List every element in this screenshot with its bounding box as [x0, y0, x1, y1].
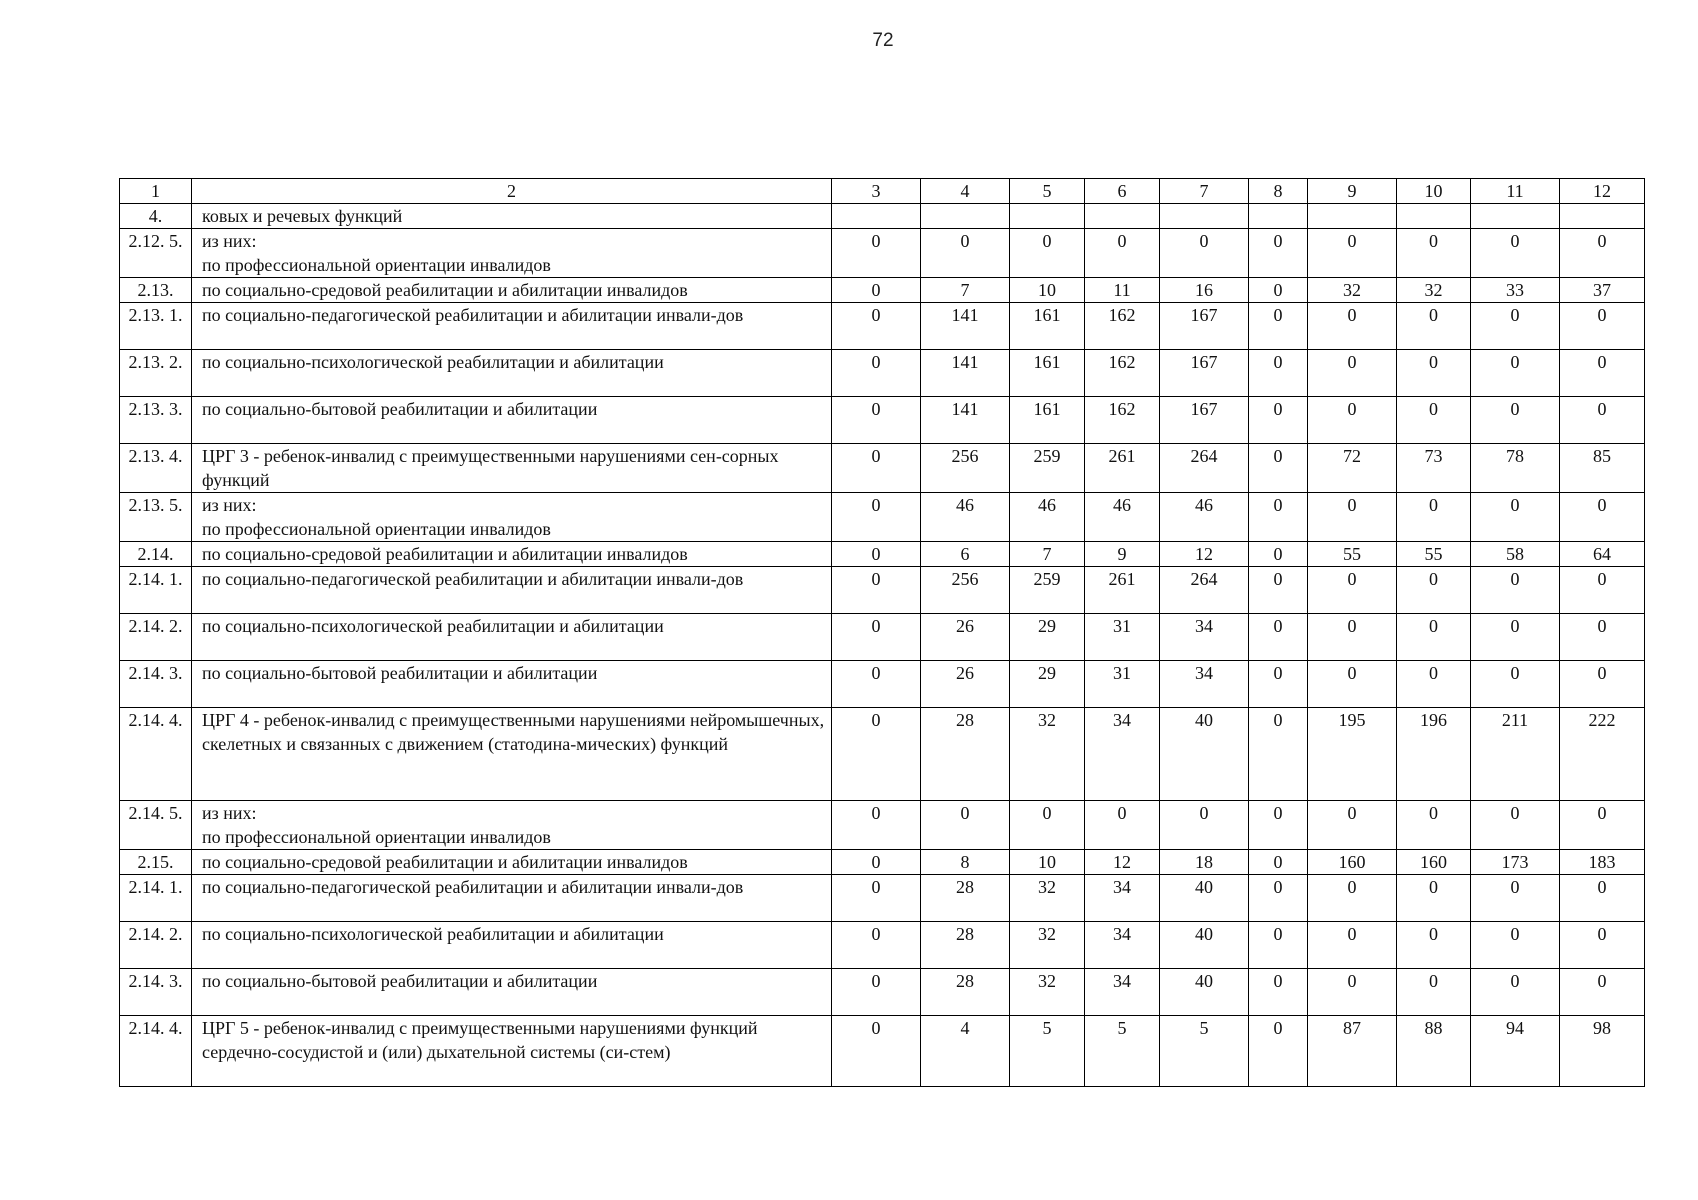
- value-cell: 0: [1560, 350, 1645, 397]
- value-cell: 0: [1249, 875, 1308, 922]
- value-cell: 0: [1249, 1016, 1308, 1087]
- value-cell: 256: [921, 444, 1010, 493]
- value-cell: 32: [1010, 875, 1085, 922]
- table-row: [120, 493, 1645, 542]
- value-cell: 87: [1308, 1016, 1397, 1087]
- value-cell: 0: [1249, 969, 1308, 1016]
- header-row: [120, 179, 1645, 204]
- table-row: [120, 444, 1645, 493]
- table-row: [120, 614, 1645, 661]
- value-cell: 160: [1397, 850, 1471, 875]
- header-cell: 5: [1010, 179, 1085, 204]
- value-cell: 26: [921, 661, 1010, 708]
- value-cell: 46: [1085, 493, 1160, 542]
- row-code: 2.13. 4.: [120, 444, 192, 493]
- value-cell: 0: [1397, 801, 1471, 850]
- value-cell: 0: [1249, 542, 1308, 567]
- row-code: 4.: [120, 204, 192, 229]
- row-description: по социально-педагогической реабилитации и абилитации инвали-дов: [192, 303, 832, 350]
- row-description: по социально-средовой реабилитации и абилитации инвалидов: [192, 278, 832, 303]
- value-cell: 0: [1249, 397, 1308, 444]
- value-cell: 32: [1010, 708, 1085, 801]
- value-cell: 0: [1085, 229, 1160, 278]
- value-cell: 26: [921, 614, 1010, 661]
- value-cell: 88: [1397, 1016, 1471, 1087]
- value-cell: 141: [921, 303, 1010, 350]
- value-cell: 94: [1471, 1016, 1560, 1087]
- value-cell: 0: [1471, 567, 1560, 614]
- value-cell: 0: [1397, 614, 1471, 661]
- row-description: ковых и речевых функций: [192, 204, 832, 229]
- value-cell: 28: [921, 875, 1010, 922]
- value-cell: 37: [1560, 278, 1645, 303]
- value-cell: 0: [832, 708, 921, 801]
- value-cell: 0: [1560, 229, 1645, 278]
- value-cell: [1560, 204, 1645, 229]
- value-cell: 0: [1160, 229, 1249, 278]
- header-cell: 6: [1085, 179, 1160, 204]
- value-cell: 0: [1471, 493, 1560, 542]
- value-cell: 0: [1010, 229, 1085, 278]
- value-cell: 0: [1249, 567, 1308, 614]
- table-row: [120, 229, 1645, 278]
- value-cell: 32: [1010, 969, 1085, 1016]
- value-cell: 46: [921, 493, 1010, 542]
- value-cell: 0: [1560, 567, 1645, 614]
- value-cell: 167: [1160, 350, 1249, 397]
- value-cell: 28: [921, 969, 1010, 1016]
- value-cell: 161: [1010, 397, 1085, 444]
- value-cell: 0: [1249, 444, 1308, 493]
- value-cell: 55: [1308, 542, 1397, 567]
- table-row: [120, 542, 1645, 567]
- value-cell: 0: [1397, 969, 1471, 1016]
- value-cell: 173: [1471, 850, 1560, 875]
- row-code: 2.13.: [120, 278, 192, 303]
- value-cell: 0: [1249, 708, 1308, 801]
- value-cell: 72: [1308, 444, 1397, 493]
- value-cell: 0: [1560, 875, 1645, 922]
- value-cell: 0: [1249, 850, 1308, 875]
- value-cell: [1471, 204, 1560, 229]
- value-cell: 0: [1308, 969, 1397, 1016]
- value-cell: 162: [1085, 350, 1160, 397]
- row-description: по социально-бытовой реабилитации и абилитации: [192, 969, 832, 1016]
- value-cell: 259: [1010, 567, 1085, 614]
- value-cell: 0: [832, 922, 921, 969]
- value-cell: 0: [832, 493, 921, 542]
- value-cell: 0: [1471, 614, 1560, 661]
- value-cell: 0: [1471, 969, 1560, 1016]
- value-cell: 0: [1308, 397, 1397, 444]
- value-cell: 0: [1560, 969, 1645, 1016]
- value-cell: 32: [1308, 278, 1397, 303]
- value-cell: 0: [832, 350, 921, 397]
- row-description: по социально-средовой реабилитации и абилитации инвалидов: [192, 542, 832, 567]
- table-row: [120, 922, 1645, 969]
- table-row: [120, 801, 1645, 850]
- value-cell: 10: [1010, 278, 1085, 303]
- value-cell: 33: [1471, 278, 1560, 303]
- table-row: [120, 1016, 1645, 1087]
- value-cell: 0: [832, 614, 921, 661]
- value-cell: 0: [1397, 661, 1471, 708]
- value-cell: 0: [1471, 350, 1560, 397]
- value-cell: 0: [832, 661, 921, 708]
- data-table: [119, 178, 1645, 1087]
- table-row: [120, 350, 1645, 397]
- value-cell: 0: [1560, 493, 1645, 542]
- header-cell: 10: [1397, 179, 1471, 204]
- value-cell: 34: [1160, 661, 1249, 708]
- value-cell: 0: [1308, 493, 1397, 542]
- value-cell: 0: [832, 969, 921, 1016]
- table-row: [120, 850, 1645, 875]
- value-cell: 7: [1010, 542, 1085, 567]
- value-cell: 9: [1085, 542, 1160, 567]
- row-description: по социально-психологической реабилитации и абилитации: [192, 922, 832, 969]
- value-cell: 141: [921, 397, 1010, 444]
- value-cell: 0: [832, 850, 921, 875]
- value-cell: 0: [921, 229, 1010, 278]
- header-cell: 4: [921, 179, 1010, 204]
- value-cell: 29: [1010, 661, 1085, 708]
- value-cell: 32: [1010, 922, 1085, 969]
- value-cell: 261: [1085, 444, 1160, 493]
- value-cell: 28: [921, 922, 1010, 969]
- value-cell: 0: [1397, 493, 1471, 542]
- value-cell: 11: [1085, 278, 1160, 303]
- value-cell: 5: [1085, 1016, 1160, 1087]
- value-cell: 161: [1010, 350, 1085, 397]
- row-description: по социально-психологической реабилитации и абилитации: [192, 350, 832, 397]
- value-cell: 0: [832, 444, 921, 493]
- value-cell: 0: [832, 801, 921, 850]
- row-code: 2.13. 2.: [120, 350, 192, 397]
- value-cell: 222: [1560, 708, 1645, 801]
- value-cell: 12: [1160, 542, 1249, 567]
- row-code: 2.14. 1.: [120, 567, 192, 614]
- value-cell: 259: [1010, 444, 1085, 493]
- page-number: 72: [872, 30, 894, 51]
- value-cell: 8: [921, 850, 1010, 875]
- value-cell: 0: [1249, 278, 1308, 303]
- value-cell: 78: [1471, 444, 1560, 493]
- table-row: [120, 661, 1645, 708]
- table-row: [120, 875, 1645, 922]
- value-cell: 0: [832, 542, 921, 567]
- row-code: 2.14. 4.: [120, 1016, 192, 1087]
- row-code: 2.13. 5.: [120, 493, 192, 542]
- row-description: по социально-педагогической реабилитации и абилитации инвали-дов: [192, 875, 832, 922]
- value-cell: 10: [1010, 850, 1085, 875]
- value-cell: 261: [1085, 567, 1160, 614]
- value-cell: 0: [1560, 801, 1645, 850]
- value-cell: 0: [1560, 661, 1645, 708]
- value-cell: 34: [1085, 922, 1160, 969]
- value-cell: 195: [1308, 708, 1397, 801]
- value-cell: 0: [1471, 303, 1560, 350]
- value-cell: 0: [1308, 922, 1397, 969]
- value-cell: 0: [832, 875, 921, 922]
- header-cell: 12: [1560, 179, 1645, 204]
- value-cell: [1085, 204, 1160, 229]
- row-code: 2.12. 5.: [120, 229, 192, 278]
- row-description: по социально-педагогической реабилитации и абилитации инвали-дов: [192, 567, 832, 614]
- row-code: 2.14. 1.: [120, 875, 192, 922]
- value-cell: 5: [1010, 1016, 1085, 1087]
- value-cell: 0: [1160, 801, 1249, 850]
- table-row: [120, 278, 1645, 303]
- value-cell: 0: [832, 303, 921, 350]
- value-cell: 196: [1397, 708, 1471, 801]
- value-cell: [1308, 204, 1397, 229]
- value-cell: 0: [832, 397, 921, 444]
- row-code: 2.14. 2.: [120, 614, 192, 661]
- value-cell: 0: [1471, 875, 1560, 922]
- value-cell: [832, 204, 921, 229]
- value-cell: 34: [1160, 614, 1249, 661]
- value-cell: 0: [1249, 801, 1308, 850]
- value-cell: 0: [1308, 229, 1397, 278]
- value-cell: 0: [1249, 350, 1308, 397]
- value-cell: 0: [1471, 801, 1560, 850]
- table-row: [120, 708, 1645, 801]
- value-cell: 0: [1397, 397, 1471, 444]
- row-code: 2.14.: [120, 542, 192, 567]
- value-cell: 34: [1085, 969, 1160, 1016]
- row-description: по социально-психологической реабилитации и абилитации: [192, 614, 832, 661]
- row-code: 2.15.: [120, 850, 192, 875]
- value-cell: 0: [1308, 567, 1397, 614]
- table-row: [120, 204, 1645, 229]
- value-cell: 0: [1471, 922, 1560, 969]
- value-cell: 0: [1397, 567, 1471, 614]
- value-cell: 34: [1085, 875, 1160, 922]
- value-cell: 12: [1085, 850, 1160, 875]
- value-cell: 0: [1471, 661, 1560, 708]
- value-cell: 161: [1010, 303, 1085, 350]
- value-cell: 0: [1471, 229, 1560, 278]
- value-cell: 160: [1308, 850, 1397, 875]
- value-cell: [1249, 204, 1308, 229]
- value-cell: 0: [1085, 801, 1160, 850]
- row-description: ЦРГ 3 - ребенок-инвалид с преимущественными нарушениями сен-сорных функций: [192, 444, 832, 493]
- value-cell: 0: [1560, 614, 1645, 661]
- value-cell: 73: [1397, 444, 1471, 493]
- value-cell: 55: [1397, 542, 1471, 567]
- value-cell: 0: [832, 229, 921, 278]
- row-description: из них: по профессиональной ориентации инвалидов: [192, 493, 832, 542]
- value-cell: 28: [921, 708, 1010, 801]
- value-cell: 0: [1471, 397, 1560, 444]
- row-description: по социально-средовой реабилитации и абилитации инвалидов: [192, 850, 832, 875]
- row-description: по социально-бытовой реабилитации и абилитации: [192, 661, 832, 708]
- value-cell: 40: [1160, 708, 1249, 801]
- value-cell: 0: [832, 567, 921, 614]
- value-cell: 64: [1560, 542, 1645, 567]
- value-cell: 0: [1397, 350, 1471, 397]
- value-cell: 167: [1160, 303, 1249, 350]
- value-cell: 0: [1249, 303, 1308, 350]
- value-cell: 264: [1160, 567, 1249, 614]
- row-description: из них: по профессиональной ориентации инвалидов: [192, 801, 832, 850]
- value-cell: 211: [1471, 708, 1560, 801]
- row-description: из них: по профессиональной ориентации инвалидов: [192, 229, 832, 278]
- row-code: 2.14. 2.: [120, 922, 192, 969]
- value-cell: 0: [921, 801, 1010, 850]
- value-cell: 85: [1560, 444, 1645, 493]
- value-cell: 98: [1560, 1016, 1645, 1087]
- header-cell: 11: [1471, 179, 1560, 204]
- value-cell: 0: [1397, 303, 1471, 350]
- value-cell: 31: [1085, 661, 1160, 708]
- value-cell: 0: [1397, 229, 1471, 278]
- value-cell: 0: [1010, 801, 1085, 850]
- value-cell: 0: [1560, 922, 1645, 969]
- value-cell: 0: [1308, 303, 1397, 350]
- value-cell: 0: [1249, 922, 1308, 969]
- value-cell: 0: [1560, 397, 1645, 444]
- value-cell: 0: [1249, 661, 1308, 708]
- value-cell: 0: [1308, 661, 1397, 708]
- value-cell: 167: [1160, 397, 1249, 444]
- value-cell: 162: [1085, 397, 1160, 444]
- row-code: 2.14. 3.: [120, 969, 192, 1016]
- value-cell: 0: [1249, 229, 1308, 278]
- value-cell: 0: [1308, 614, 1397, 661]
- table-row: [120, 969, 1645, 1016]
- value-cell: [1010, 204, 1085, 229]
- value-cell: 6: [921, 542, 1010, 567]
- value-cell: 141: [921, 350, 1010, 397]
- row-description: по социально-бытовой реабилитации и абилитации: [192, 397, 832, 444]
- row-code: 2.13. 3.: [120, 397, 192, 444]
- header-cell: 7: [1160, 179, 1249, 204]
- header-cell: 9: [1308, 179, 1397, 204]
- value-cell: 264: [1160, 444, 1249, 493]
- value-cell: 183: [1560, 850, 1645, 875]
- row-code: 2.13. 1.: [120, 303, 192, 350]
- row-code: 2.14. 3.: [120, 661, 192, 708]
- value-cell: 0: [832, 278, 921, 303]
- value-cell: 0: [1308, 350, 1397, 397]
- value-cell: [1397, 204, 1471, 229]
- value-cell: 0: [1397, 875, 1471, 922]
- value-cell: 0: [832, 1016, 921, 1087]
- value-cell: 18: [1160, 850, 1249, 875]
- value-cell: 40: [1160, 875, 1249, 922]
- value-cell: 0: [1249, 614, 1308, 661]
- value-cell: 40: [1160, 969, 1249, 1016]
- value-cell: 256: [921, 567, 1010, 614]
- header-cell: 3: [832, 179, 921, 204]
- value-cell: 5: [1160, 1016, 1249, 1087]
- table-row: [120, 397, 1645, 444]
- value-cell: 46: [1160, 493, 1249, 542]
- value-cell: 32: [1397, 278, 1471, 303]
- header-cell: 8: [1249, 179, 1308, 204]
- value-cell: 0: [1249, 493, 1308, 542]
- row-description: ЦРГ 4 - ребенок-инвалид с преимущественными нарушениями нейромышечных, скелетных и связанных с движением (статодина-мических) функций: [192, 708, 832, 801]
- value-cell: 46: [1010, 493, 1085, 542]
- table-row: [120, 567, 1645, 614]
- header-cell: 2: [192, 179, 832, 204]
- value-cell: 0: [1308, 875, 1397, 922]
- value-cell: 7: [921, 278, 1010, 303]
- value-cell: [1160, 204, 1249, 229]
- value-cell: 58: [1471, 542, 1560, 567]
- header-cell: 1: [120, 179, 192, 204]
- value-cell: [921, 204, 1010, 229]
- value-cell: 4: [921, 1016, 1010, 1087]
- row-description: ЦРГ 5 - ребенок-инвалид с преимущественными нарушениями функций сердечно-сосудистой и (или) дыхательной системы (си-стем): [192, 1016, 832, 1087]
- value-cell: 16: [1160, 278, 1249, 303]
- value-cell: 0: [1397, 922, 1471, 969]
- row-code: 2.14. 5.: [120, 801, 192, 850]
- value-cell: 162: [1085, 303, 1160, 350]
- value-cell: 40: [1160, 922, 1249, 969]
- value-cell: 34: [1085, 708, 1160, 801]
- value-cell: 0: [1560, 303, 1645, 350]
- table-row: [120, 303, 1645, 350]
- row-code: 2.14. 4.: [120, 708, 192, 801]
- value-cell: 29: [1010, 614, 1085, 661]
- value-cell: 31: [1085, 614, 1160, 661]
- value-cell: 0: [1308, 801, 1397, 850]
